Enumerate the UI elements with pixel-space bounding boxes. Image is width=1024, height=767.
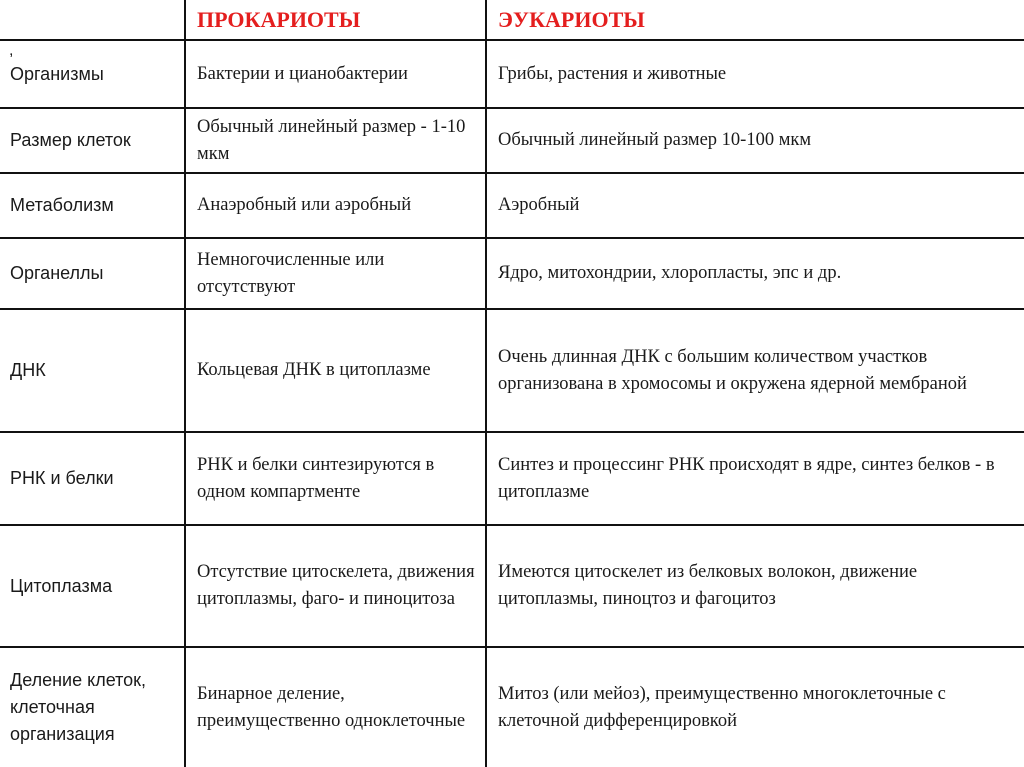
eukaryotes-cell: Аэробный	[486, 173, 1024, 238]
eukaryotes-cell: Очень длинная ДНК с большим количеством участков организована в хромосомы и окружена ядерной мембраной	[486, 309, 1024, 432]
row-label: Цитоплазма	[0, 525, 185, 647]
table-row	[0, 173, 1024, 238]
prokaryotes-cell: РНК и белки синтезируются в одном компартменте	[185, 432, 486, 525]
row-label: Метаболизм	[0, 173, 185, 238]
eukaryotes-cell: Митоз (или мейоз), преимущественно многоклеточные с клеточной дифференцировкой	[486, 647, 1024, 767]
table-row	[0, 108, 1024, 173]
prokaryotes-cell: Обычный линейный размер - 1-10 мкм	[185, 108, 486, 173]
row-label: Органеллы	[0, 238, 185, 309]
table-row	[0, 238, 1024, 309]
table-row	[0, 432, 1024, 525]
prokaryotes-cell: Бинарное деление, преимущественно одноклеточные	[185, 647, 486, 767]
row-label: ДНК	[0, 309, 185, 432]
eukaryotes-cell: Грибы, растения и животные	[486, 40, 1024, 108]
eukaryotes-cell: Ядро, митохондрии, хлоропласты, эпс и др.	[486, 238, 1024, 309]
header-corner-cell	[0, 0, 185, 40]
eukaryotes-cell: Обычный линейный размер 10-100 мкм	[486, 108, 1024, 173]
header-eukaryotes: ЭУКАРИОТЫ	[486, 0, 1024, 40]
stray-comma-mark: ,	[9, 42, 14, 59]
header-prokaryotes: ПРОКАРИОТЫ	[185, 0, 486, 40]
table-row	[0, 525, 1024, 647]
eukaryotes-cell: Синтез и процессинг РНК происходят в ядре, синтез белков - в цитоплазме	[486, 432, 1024, 525]
table-row	[0, 309, 1024, 432]
table-row	[0, 647, 1024, 767]
prokaryotes-cell: Отсутствие цитоскелета, движения цитоплазмы, фаго- и пиноцитоза	[185, 525, 486, 647]
table-row	[0, 40, 1024, 108]
header-row	[0, 0, 1024, 40]
prokaryotes-cell: Анаэробный или аэробный	[185, 173, 486, 238]
row-label: Организмы	[10, 63, 104, 84]
prokaryotes-cell: Кольцевая ДНК в цитоплазме	[185, 309, 486, 432]
row-label: Деление клеток, клеточная организация	[0, 647, 185, 767]
row-label-cell	[0, 40, 185, 108]
prokaryotes-cell: Бактерии и цианобактерии	[185, 40, 486, 108]
eukaryotes-cell: Имеются цитоскелет из белковых волокон, движение цитоплазмы, пиноцтоз и фагоцитоз	[486, 525, 1024, 647]
prokaryotes-cell: Немногочисленные или отсутствуют	[185, 238, 486, 309]
row-label: РНК и белки	[0, 432, 185, 525]
row-label: Размер клеток	[0, 108, 185, 173]
